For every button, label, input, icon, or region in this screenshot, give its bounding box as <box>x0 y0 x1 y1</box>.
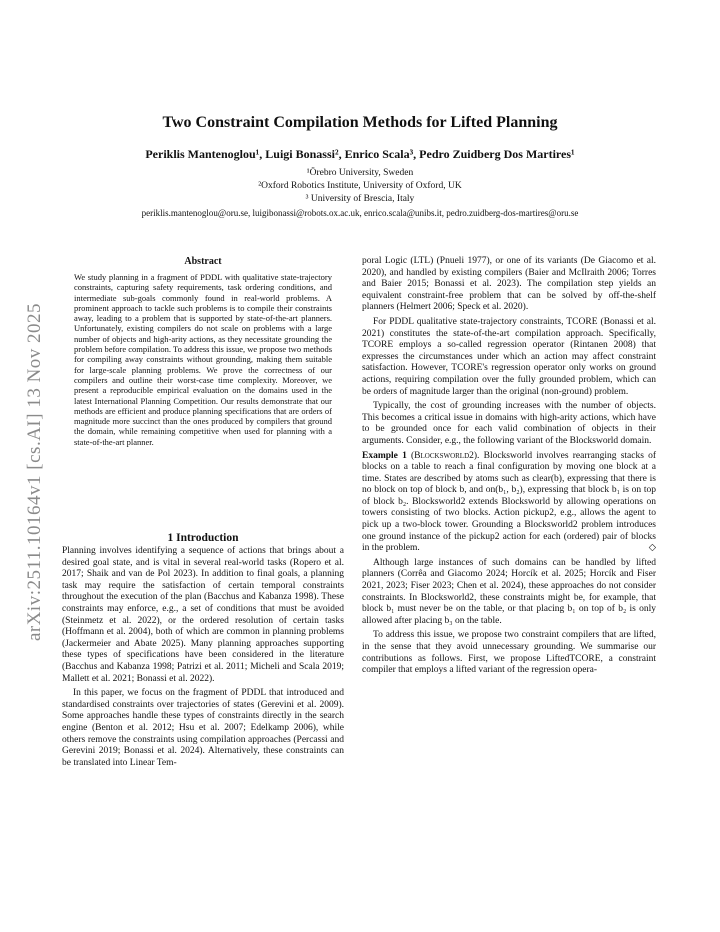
affiliation-2: ²Oxford Robotics Institute, University of Oxford, UK <box>258 181 462 191</box>
section-heading-introduction: 1 Introduction <box>167 532 239 544</box>
intro-paragraph-2: In this paper, we focus on the fragment of PDDL that introduced and standardised constraints over trajectories of states (Gerevini et al. 2009). Some approaches handle these types of constraints directly in the search engine (Benton et al. 2012; Hsu et al. 2007; Edelkamp 2006), while others remove the constraints using compilation approaches (Percassi and Gerevini 2019; Bonassi et al. 2024). Alternatively, these constraints can be translated into Linear Tem- <box>62 688 344 768</box>
right-column <box>362 256 656 680</box>
right-paragraph-3: Although large instances of such domains can be handled by lifted planners (Corrêa and Giacomo 2024; Horcík et al. 2025; Horcík and Fiser 2021, 2023; Fiser 2023; Chen et al. 2024), these approaches do not consider constraints. In Blocksworld2, these constraints might be, for example, that block b₁ must never be on the table, or that placing b₁ on top of b₂ is only allowed after placing b₃ on the table. <box>362 557 656 626</box>
example-1 <box>362 451 656 555</box>
example-label: Example 1 <box>362 450 407 461</box>
paper-title: Two Constraint Compilation Methods for Lifted Planning <box>162 114 558 131</box>
right-paragraph-1: For PDDL qualitative state-trajectory constraints, TCORE (Bonassi et al. 2021) constitutes the state-of-the-art compilation approach. Specifically, TCORE employs a so-called regression operator (Rintanen 2008) that expresses the circumstances under which an action may affect constraint satisfaction. However, TCORE's regression operator only works on ground actions, requiring compilation over the fully grounded problem, which can be orders of magnitude larger than the original (non-ground) problem. <box>362 316 656 397</box>
example-name: (Blocksworld2). <box>411 450 480 461</box>
author-list: Periklis Mantenoglou¹, Luigi Bonassi², Enrico Scala³, Pedro Zuidberg Dos Martires¹ <box>145 147 575 161</box>
abstract-heading: Abstract <box>184 256 222 267</box>
right-paragraph-2: Typically, the cost of grounding increases with the number of objects. This becomes a critical issue in domains with high-arity actions, which have to be grounded once for each valid combination of objects in their arguments. Consider, e.g., the following variant of the Blocksworld domain. <box>362 401 656 446</box>
right-paragraph-4: To address this issue, we propose two constraint compilers that are lifted, in the sense that they avoid unnecessary grounding. We summarise our contributions as follows. First, we propose LiftedTCORE, a constraint compiler that employs a lifted variant of the regression opera- <box>362 630 656 676</box>
left-column <box>62 546 344 772</box>
intro-paragraph-1: Planning involves identifying a sequence of actions that brings about a desired goal state, and is vital in several real-world tasks (Ropero et al. 2017; Shaik and van de Pol 2023). In addition to final goals, a planning task may require the satisfaction of certain temporal constraints throughout the execution of the plan (Bacchus and Kabanza 1998). These constraints may enforce, e.g., a set of conditions that must be avoided (Steinmetz et al. 2022), or the ordered resolution of certain tasks (Hoffmann et al. 2004), both of which are common in planning problems (Jackermeier and Abate 2025). Many planning approaches supporting these types of specifications have been considered in the literature (Bacchus and Kabanza 1998; Patrizi et al. 2011; Micheli and Scala 2019; Mallett et al. 2021; Bonassi et al. 2022). <box>62 546 344 684</box>
right-paragraph-0: poral Logic (LTL) (Pnueli 1977), or one of its variants (De Giacomo et al. 2020), and handled by existing compilers (Baier and McIlraith 2006; Torres and Baier 2015; Bonassi et al. 2023). The compilation step yields an equivalent constraint-free problem that can be solved by off-the-shelf planners (Helmert 2006; Speck et al. 2020). <box>362 256 656 313</box>
abstract-body <box>74 272 332 450</box>
example-text: Blocksworld involves rearranging stacks of blocks on a table to reach a final configuration by moving one block at a time. States are described by atoms such as clear(b), expressing that there is no block on top of block b, and on(b₁, b₂), expressing that block b₁ is on top of block b₂. Blocksworld2 extends Blocksworld by allowing operations on towers consisting of two blocks. Action pickup2, e.g., allows the agent to pick up a two-block tower. Grounding a Blocksworld2 problem introduces one ground instance of the pickup2 action for each (ordered) pair of blocks in the problem. <box>362 450 657 554</box>
arxiv-stamp-text: arXiv:2511.10164v1 [cs.AI] 13 Nov 2025 <box>24 302 45 642</box>
arxiv-stamp <box>20 262 50 682</box>
author-emails: periklis.mantenoglou@oru.se, luigibonassi@robots.ox.ac.uk, enrico.scala@unibs.it, pedro.zuidberg-dos-martires@oru.se <box>141 208 579 218</box>
abstract-text: We study planning in a fragment of PDDL with qualitative state-trajectory constraints, capturing safety requirements, task ordering conditions, and intermediate sub-goals commonly found in real-world problems. A prominent approach to tackle such problems is to compile their constraints away, leading to a problem that is supported by state-of-the-art planners. Unfortunately, existing compilers do not scale on problems with a large number of objects and high-arity actions, as they necessitate grounding the problem before compilation. To address this issue, we propose two methods for compiling away constraints without grounding, making them suitable for large-scale planning problems. We prove the correctness of our compilers and outline their worst-case time complexity. Moreover, we present a reproducible empirical evaluation on the domains used in the latest International Planning Competition. Our results demonstrate that our methods are efficient and produce planning specifications that are orders of magnitude more succinct than the ones produced by compilers that ground the domain, while remaining competitive when used for planning with a state-of-the-art planner. <box>74 272 332 447</box>
affiliation-1: ¹Örebro University, Sweden <box>306 168 414 178</box>
affiliation-3: ³ University of Brescia, Italy <box>305 194 415 204</box>
diamond-icon: ◇ <box>648 543 656 554</box>
